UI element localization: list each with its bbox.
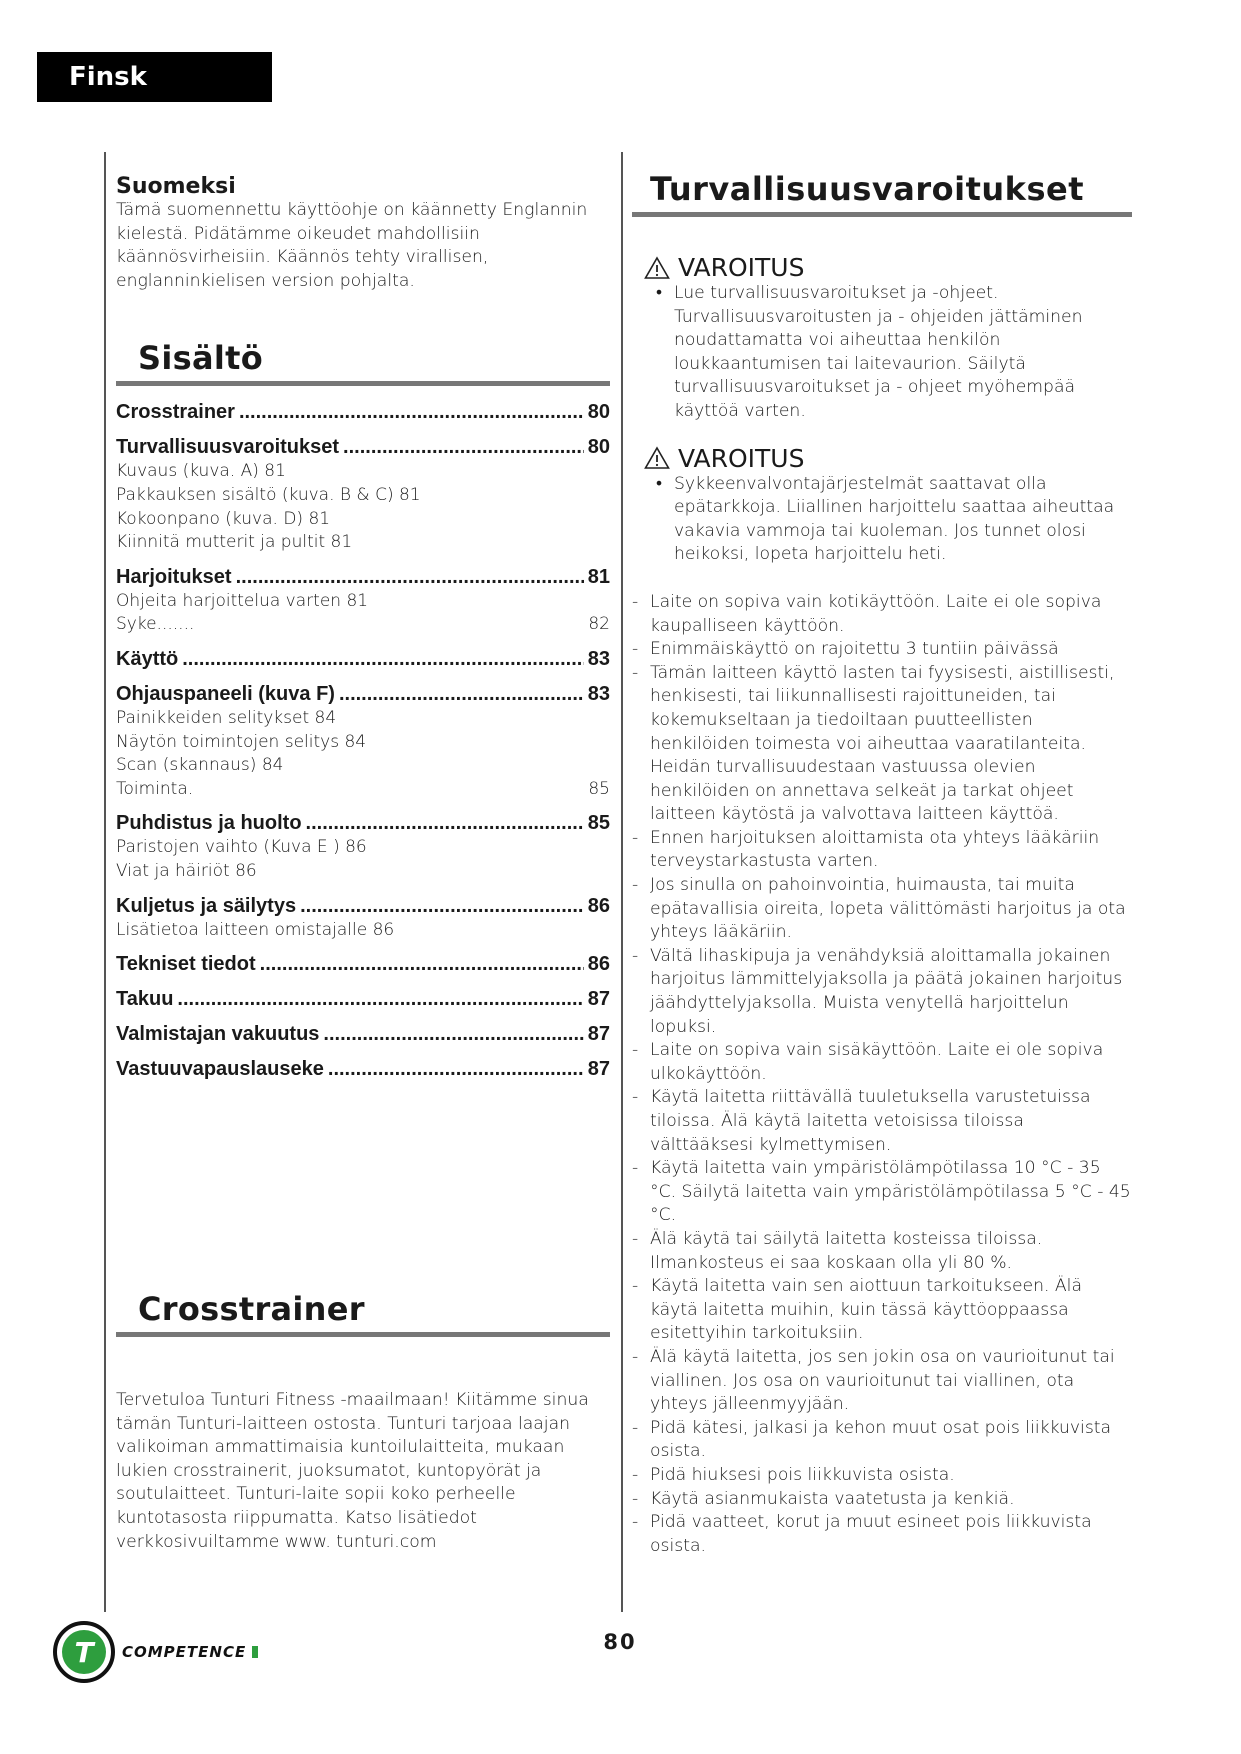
dash-bullet-icon: -	[632, 1087, 639, 1108]
toc-leader-dots	[236, 565, 584, 590]
toc-sub-label: Viat ja häiriöt 86	[116, 860, 257, 881]
safety-rule-text: Vältä lihaskipuja ja venähdyksiä aloittamalla jokainen harjoitus lämmittelyjaksolla ja päätä jokainen harjoitus jäähdyttelyjaksolla. Muista venytellä harjoittelun lopuksi.	[650, 945, 1123, 1037]
toc-sub-label: Ohjeita harjoittelua varten 81	[116, 590, 369, 611]
safety-rule	[632, 1488, 1132, 1512]
toc-entry	[116, 400, 610, 425]
logo-text: COMPETENCE	[122, 1643, 247, 1661]
safety-rule-text: Jos sinulla on pahoinvointia, huimausta, tai muita epätavallisia oireita, lopeta välittömästi harjoitus ja ota yhteys lääkäriin.	[650, 875, 1126, 943]
toc-sub-label: Painikkeiden selitykset 84	[116, 707, 337, 728]
toc-sub-label: Kiinnitä mutterit ja pultit 81	[116, 532, 353, 553]
toc-subentry	[116, 919, 610, 943]
toc-sub-label: Scan (skannaus) 84	[116, 755, 284, 776]
toc-leader-dots	[239, 400, 584, 425]
dash-bullet-icon: -	[632, 1040, 639, 1061]
safety-rule-text: Enimmäiskäyttö on rajoitettu 3 tuntiin päivässä	[650, 639, 1059, 660]
toc-leader-dots	[177, 987, 583, 1012]
safety-rule	[632, 1039, 1132, 1086]
warning-text: Sykkeenvalvontajärjestelmät saattavat olla epätarkkoja. Liiallinen harjoittelu saattaa aiheuttaa vakavia vammoja tai kuoleman. Jos tunnet olosi heikoksi, lopeta harjoittelu heti.	[674, 473, 1115, 565]
toc-sub-page	[570, 754, 610, 778]
toc-leader-dots	[306, 811, 584, 836]
intro-text: Tämä suomennettu käyttöohje on käännetty Englannin kielestä. Pidätämme oikeudet mahdollisiin käännösvirheisiin. Käännös tehty virallisen, englanninkielisen version pohjalta.	[116, 200, 588, 291]
toc-leader-dots	[300, 894, 584, 919]
warnings	[632, 253, 1132, 567]
toc-main-line	[116, 1057, 610, 1082]
dash-bullet-icon: -	[632, 1464, 639, 1485]
intro-title: Suomeksi	[116, 174, 236, 199]
toc-entry	[116, 952, 610, 977]
safety-rule-text: Tämän laitteen käyttö lasten tai fyysisesti, aistillisesti, henkisesti, tai liikunnallisesti rajoittuneiden, tai kokemukseltaan ja tiedoiltaan puutteellisten henkilöiden toimesta voi aiheuttaa vaaratilanteita. Heidän turvallisuudestaan vastuussa olevien henkilöiden on annettava selkeät ja tarkat ohjeet laitteen käytöstä ja valvottava laitteen käyttöä.	[650, 662, 1115, 825]
toc-sub-page	[570, 531, 610, 555]
toc-page: 87	[587, 1023, 610, 1046]
toc-main-line	[116, 1022, 610, 1047]
crosstrainer-text: Tervetuloa Tunturi Fitness -maailmaan! Kiitämme sinua tämän Tunturi-laitteen ostosta. Tunturi tarjoaa laajan valikoiman ammattimaisia kuntoilulaitteita, mukaan lukien crosstrainerit, juoksumatot, kuntopyörät ja soutulaitteet. Tunturi-laite sopii koko perheelle kuntotasosta riippumatta. Katso lisätiedot verkkosivuiltamme www. tunturi.com	[116, 1390, 589, 1552]
safety-rule	[632, 1346, 1132, 1417]
toc-sub-label: Näytön toimintojen selitys 84	[116, 731, 367, 752]
warning-item	[632, 282, 1132, 424]
toc-sub-page: 85	[588, 778, 610, 799]
dash-bullet-icon: -	[632, 1346, 639, 1367]
dash-bullet-icon: -	[632, 662, 639, 683]
toc-main-line	[116, 952, 610, 977]
toc-sub-page	[570, 731, 610, 755]
toc-subentry	[116, 613, 610, 637]
warning-triangle-icon	[644, 446, 670, 470]
toc-page: 87	[587, 1058, 610, 1081]
safety-rule-text: Laite on sopiva vain kotikäyttöön. Laite ei ole sopiva kaupalliseen käyttöön.	[650, 591, 1102, 636]
safety-rule	[632, 1464, 1132, 1488]
safety-rule-text: Käytä laitetta vain ympäristölämpötilassa 10 °C - 35 °C. Säilytä laitetta vain ympäristölämpötilassa 5 °C - 45 °C.	[650, 1158, 1131, 1226]
toc-sub-label: Toiminta.	[116, 778, 194, 799]
toc-sub-page	[570, 460, 610, 484]
warning-header	[632, 444, 1132, 473]
safety-rule-text: Käytä laitetta riittävällä tuuletuksella varustetuissa tiloissa. Älä käytä laitetta vetoisissa tiloissa välttääksesi kylmettymisen.	[650, 1087, 1091, 1155]
dash-bullet-icon: -	[632, 639, 639, 660]
toc-page: 86	[587, 894, 610, 917]
toc-subentry	[116, 508, 610, 532]
toc-entry	[116, 1022, 610, 1047]
toc-leader-dots	[328, 1057, 584, 1082]
toc-leader-dots	[339, 682, 584, 707]
toc-title: Takuu	[116, 988, 174, 1011]
bullet-icon: •	[656, 473, 663, 494]
toc-main-line	[116, 987, 610, 1012]
toc-sub-label: Kokoonpano (kuva. D) 81	[116, 508, 331, 529]
dash-bullet-icon: -	[632, 875, 639, 896]
safety-rule	[632, 1275, 1132, 1346]
toc-main-line	[116, 400, 610, 425]
toc-sub-label: Syke.......	[116, 614, 195, 635]
warning-triangle-icon	[644, 256, 670, 280]
dash-bullet-icon: -	[632, 1276, 639, 1297]
toc-sub-label: Kuvaus (kuva. A) 81	[116, 461, 286, 482]
left-column	[116, 170, 610, 1554]
safety-rule	[632, 1511, 1132, 1558]
toc-title: Käyttö	[116, 647, 179, 670]
toc-main-line	[116, 682, 610, 707]
toc-subentry	[116, 731, 610, 755]
warning-label: VAROITUS	[678, 253, 805, 282]
bullet-icon: •	[656, 283, 663, 303]
warning-label: VAROITUS	[678, 443, 805, 473]
toc-title: Puhdistus ja huolto	[116, 812, 302, 835]
toc-title: Valmistajan vakuutus	[116, 1023, 320, 1046]
toc-page: 80	[587, 401, 610, 424]
safety-heading: Turvallisuusvaroitukset	[632, 170, 1132, 217]
toc-sub-page	[570, 508, 610, 532]
toc-entry	[116, 894, 610, 943]
toc-sub-page	[570, 860, 610, 884]
safety-rule	[632, 662, 1132, 827]
logo-bar	[252, 1646, 258, 1658]
safety-rule-text: Ennen harjoituksen aloittamista ota yhteys lääkäriin terveystarkastusta varten.	[650, 827, 1100, 872]
safety-rule-text: Käytä laitetta vain sen aiottuun tarkoitukseen. Älä käytä laitetta muihin, kuin tässä käyttöoppaassa esitettyihin tarkoituksiin.	[650, 1276, 1082, 1344]
dash-bullet-icon: -	[632, 1488, 639, 1509]
toc-title: Kuljetus ja säilytys	[116, 894, 297, 917]
toc-sub-label: Pakkauksen sisältö (kuva. B & C) 81	[116, 484, 421, 505]
tunturi-logo-icon	[52, 1620, 116, 1684]
center-divider	[621, 152, 623, 1612]
safety-rule-text: Pidä kätesi, jalkasi ja kehon muut osat pois liikkuvista osista.	[650, 1417, 1112, 1462]
dash-bullet-icon: -	[632, 591, 639, 612]
toc-title: Tekniset tiedot	[116, 953, 256, 976]
toc-title: Vastuuvapauslauseke	[116, 1058, 324, 1081]
dash-bullet-icon: -	[632, 1158, 639, 1179]
toc-sub-page	[570, 919, 610, 943]
safety-rule	[632, 827, 1132, 874]
toc-title: Ohjauspaneeli (kuva F)	[116, 682, 335, 705]
safety-rule	[632, 945, 1132, 1039]
toc-page: 86	[587, 953, 610, 976]
page-number: 80	[603, 1630, 637, 1654]
safety-rule-text: Pidä hiuksesi pois liikkuvista osista.	[650, 1464, 955, 1485]
safety-rules-list	[632, 591, 1132, 1558]
warning-item	[632, 473, 1132, 567]
safety-rule	[632, 874, 1132, 945]
competence-logo	[52, 1620, 258, 1684]
toc-main-line	[116, 811, 610, 836]
toc-sub-page	[570, 484, 610, 508]
toc-leader-dots	[343, 435, 584, 460]
dash-bullet-icon: -	[632, 945, 639, 966]
safety-rule	[632, 1157, 1132, 1228]
toc-leader-dots	[260, 952, 584, 977]
toc-main-line	[116, 894, 610, 919]
toc-entry	[116, 987, 610, 1012]
toc-subentry	[116, 707, 610, 731]
contents-heading: Sisältö	[116, 339, 610, 386]
toc-subentry	[116, 754, 610, 778]
right-column	[632, 170, 1132, 1558]
toc-subentry	[116, 836, 610, 860]
dash-bullet-icon: -	[632, 1417, 639, 1438]
toc-sub-label: Lisätietoa laitteen omistajalle 86	[116, 919, 395, 940]
toc-page: 87	[587, 988, 610, 1011]
toc-main-line	[116, 647, 610, 672]
safety-rule-text: Älä käytä laitetta, jos sen jokin osa on vaurioitunut tai viallinen. Jos osa on vaurioitunut tai viallinen, ota yhteys jälleenmyyjään.	[650, 1346, 1115, 1415]
toc-sub-label: Paristojen vaihto (Kuva E ) 86	[116, 837, 367, 858]
warning-text: Lue turvallisuusvaroitukset ja -ohjeet. Turvallisuusvaroitusten ja - ohjeiden jättäminen noudattamatta voi aiheuttaa henkilön loukkaantumisen tai laitevaurion. Säilytä turvallisuusvaroitukset ja - ohjeet myöhempää käyttöä varten.	[674, 283, 1083, 421]
safety-rule	[632, 1086, 1132, 1157]
warning-block	[632, 253, 1132, 424]
toc-page: 83	[587, 647, 610, 670]
toc-sub-page	[570, 836, 610, 860]
safety-rule-text: Pidä vaatteet, korut ja muut esineet pois liikkuvista osista.	[650, 1512, 1092, 1556]
toc-main-line	[116, 565, 610, 590]
dash-bullet-icon: -	[632, 827, 639, 848]
warning-header	[632, 253, 1132, 282]
toc-entry	[116, 565, 610, 637]
table-of-contents	[116, 400, 610, 1082]
logo-letter: T	[74, 1636, 94, 1669]
toc-subentry	[116, 590, 610, 614]
toc-entry	[116, 435, 610, 554]
toc-entry	[116, 682, 610, 801]
toc-page: 80	[587, 436, 610, 459]
toc-main-line	[116, 435, 610, 460]
toc-page: 81	[587, 565, 610, 588]
safety-rule-text: Älä käytä tai säilytä laitetta kosteissa tiloissa. Ilmankosteus ei saa koskaan olla yli 80 %.	[650, 1228, 1043, 1273]
safety-rule-text: Käytä asianmukaista vaatetusta ja kenkiä.	[650, 1488, 1015, 1509]
toc-subentry	[116, 484, 610, 508]
toc-title: Turvallisuusvaroitukset	[116, 436, 340, 459]
toc-page: 83	[587, 682, 610, 705]
safety-rule	[632, 591, 1132, 638]
safety-rule	[632, 638, 1132, 662]
safety-rule-text: Laite on sopiva vain sisäkäyttöön. Laite ei ole sopiva ulkokäyttöön.	[650, 1040, 1104, 1084]
toc-sub-page	[570, 590, 610, 614]
toc-sub-page: 82	[588, 614, 610, 635]
toc-entry	[116, 811, 610, 883]
toc-page: 85	[587, 812, 610, 835]
dash-bullet-icon: -	[632, 1512, 639, 1533]
left-divider	[104, 152, 106, 1612]
toc-subentry	[116, 860, 610, 884]
language-tab: Finsk	[37, 52, 272, 102]
toc-title: Harjoitukset	[116, 565, 232, 588]
toc-entry	[116, 647, 610, 672]
toc-subentry	[116, 531, 610, 555]
safety-rule	[632, 1417, 1132, 1464]
toc-leader-dots	[323, 1022, 583, 1047]
toc-leader-dots	[182, 647, 584, 672]
toc-subentry	[116, 460, 610, 484]
toc-sub-page	[570, 707, 610, 731]
crosstrainer-heading: Crosstrainer	[116, 1290, 610, 1337]
toc-entry	[116, 1057, 610, 1082]
toc-title: Crosstrainer	[116, 401, 235, 424]
warning-block	[632, 444, 1132, 567]
toc-subentry	[116, 778, 610, 802]
safety-rule	[632, 1228, 1132, 1275]
dash-bullet-icon: -	[632, 1228, 639, 1249]
